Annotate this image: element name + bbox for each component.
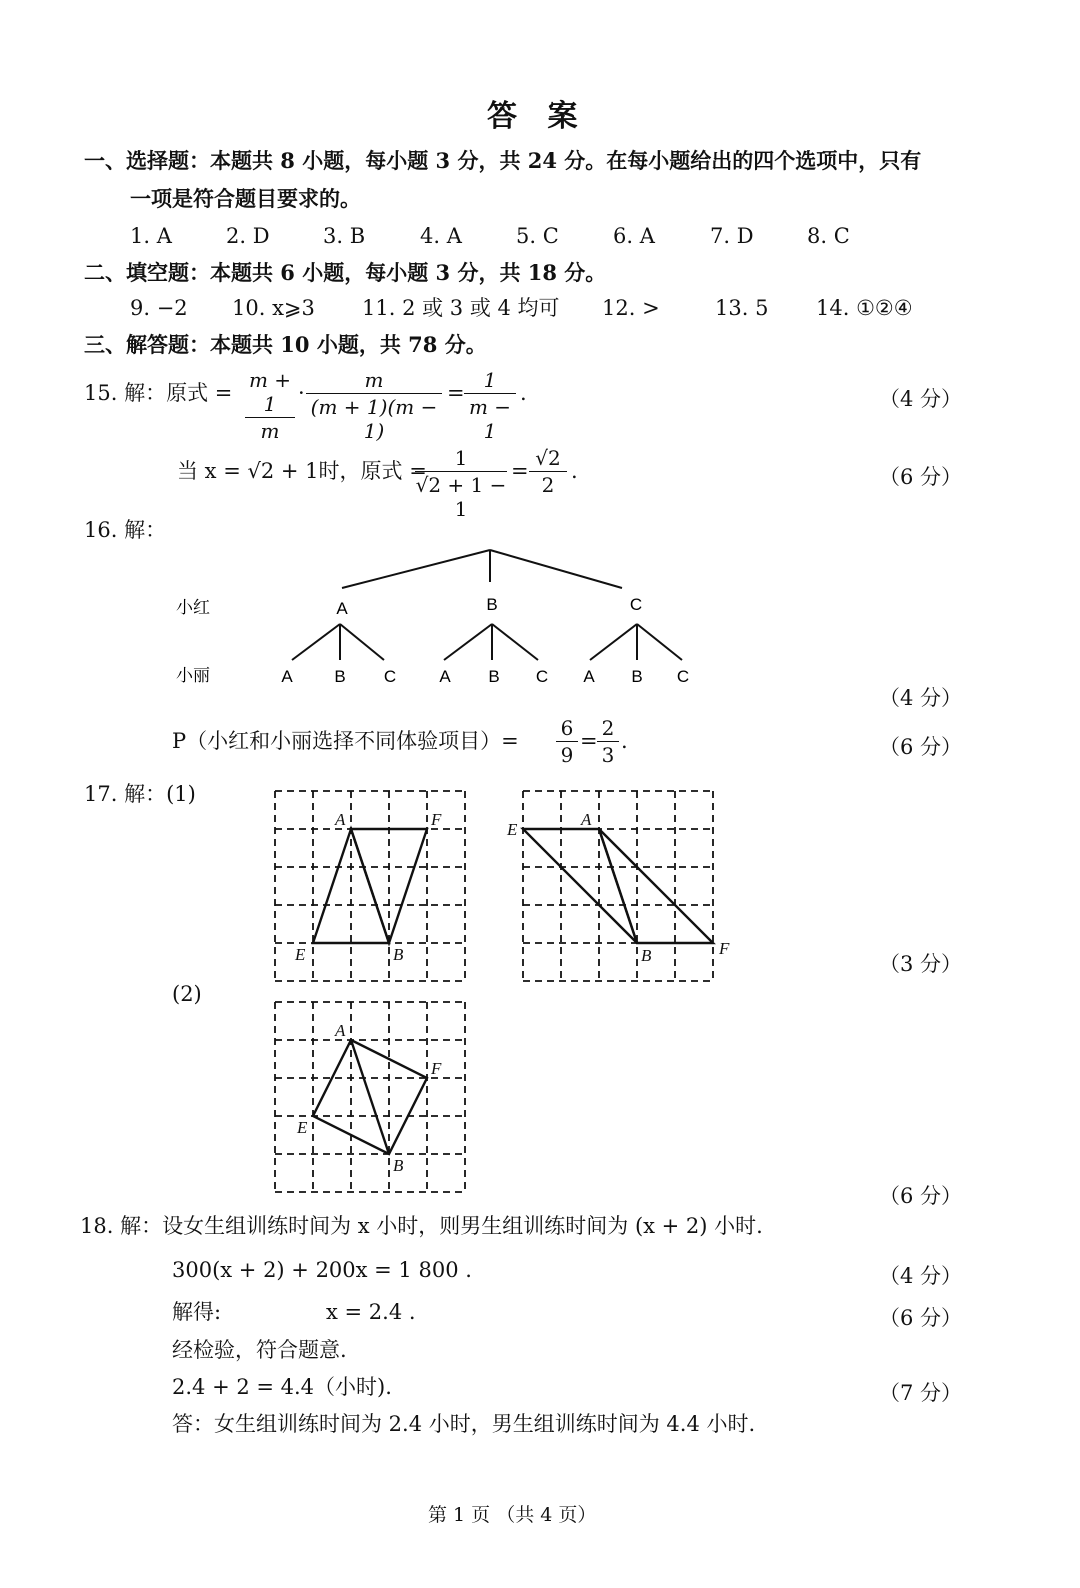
node-level1: C	[629, 595, 643, 614]
fill-answer: 13. 5	[715, 296, 769, 320]
fill-answer: 12. >	[602, 296, 660, 320]
page-title: 答 案	[487, 99, 588, 134]
fill-answer: 11. 2 或 3 或 4 均可	[362, 296, 560, 320]
section1-heading: 一、选择题：本题共 8 小题，每小题 3 分，共 24 分。在每小题给出的四个选项中，只有	[84, 148, 922, 173]
point-label-f: F	[719, 939, 730, 958]
point-label-b: B	[393, 945, 404, 964]
mc-answer: 2. D	[226, 224, 270, 248]
mc-answer: 1. A	[130, 224, 172, 248]
mc-answer: 4. A	[420, 224, 462, 248]
node-level2: C	[535, 667, 549, 686]
equals-sign: =	[511, 459, 529, 483]
fill-answer: 14. ①②④	[816, 296, 913, 320]
score-note: （6 分）	[878, 465, 962, 489]
point-label-e: E	[507, 820, 518, 839]
q18-answer: 答：女生组训练时间为 2.4 小时，男生组训练时间为 4.4 小时.	[172, 1412, 756, 1436]
mc-answer: 8. C	[807, 224, 850, 248]
score-note: （7 分）	[878, 1381, 962, 1405]
grid-figure-1	[273, 789, 469, 985]
period: .	[571, 459, 578, 483]
q15-fraction-5: √2 2	[529, 446, 567, 497]
score-note: （4 分）	[878, 1264, 962, 1288]
section1-heading-cont: 一项是符合题目要求的。	[130, 186, 361, 211]
point-label-b: B	[641, 946, 652, 965]
node-level2: A	[439, 667, 451, 686]
point-label-b: B	[393, 1156, 404, 1175]
grid-figure-2	[507, 789, 730, 985]
fill-answer: 10. x⩾3	[232, 296, 315, 320]
point-label-a: A	[581, 810, 592, 829]
period: .	[520, 381, 527, 405]
q15-label: 15. 解：原式 =	[84, 381, 233, 405]
q16-fraction-2: 2 3	[597, 716, 619, 767]
node-level2: C	[676, 667, 690, 686]
node-level2: A	[281, 667, 293, 686]
node-level2: B	[334, 667, 346, 686]
point-label-e: E	[295, 945, 306, 964]
fill-answer: 9. −2	[130, 296, 188, 320]
q18-solve-label: 解得:	[172, 1300, 222, 1324]
equals-sign: =	[447, 381, 465, 405]
score-note: （6 分）	[878, 735, 962, 759]
q16-fraction-1: 6 9	[556, 716, 578, 767]
q18-check: 经检验，符合题意.	[172, 1338, 347, 1362]
period: .	[621, 729, 628, 753]
q17-label: 17. 解：(1)	[84, 782, 196, 806]
node-level2: B	[631, 667, 643, 686]
section2-heading: 二、填空题：本题共 6 小题，每小题 3 分，共 18 分。	[84, 260, 607, 285]
q18-setup: 18. 解：设女生组训练时间为 x 小时，则男生组训练时间为 (x + 2) 小时.	[80, 1214, 763, 1238]
page-footer: 第 1 页 （共 4 页）	[428, 1504, 597, 1526]
row-label-xiaoli: 小丽	[176, 666, 210, 685]
q15-fraction-3: 1 m − 1	[464, 368, 516, 443]
q17-part2-label: (2)	[172, 982, 202, 1006]
score-note: （4 分）	[878, 686, 962, 710]
q18-calc: 2.4 + 2 = 4.4（小时).	[172, 1375, 392, 1399]
score-note: （4 分）	[878, 387, 962, 411]
q15-fraction-2: m (m + 1)(m − 1)	[306, 368, 442, 443]
score-note: （6 分）	[878, 1306, 962, 1330]
point-label-a: A	[335, 810, 346, 829]
q18-solve-value: x = 2.4 .	[326, 1300, 416, 1324]
point-label-a: A	[335, 1021, 346, 1040]
node-level2: C	[383, 667, 397, 686]
score-note: （3 分）	[878, 952, 962, 976]
node-level2: A	[583, 667, 595, 686]
q15-substitution: 当 x = √2 + 1时，原式 =	[177, 459, 427, 483]
equals-sign: =	[580, 729, 598, 753]
point-label-e: E	[297, 1118, 308, 1137]
q16-label: 16. 解：	[84, 518, 167, 542]
node-level2: B	[488, 667, 500, 686]
point-label-f: F	[431, 810, 442, 829]
score-note: （6 分）	[878, 1184, 962, 1208]
q15-fraction-4: 1 √2 + 1 − 1	[415, 446, 507, 521]
node-level1: A	[336, 599, 348, 618]
node-level1: B	[486, 595, 498, 614]
section3-heading: 三、解答题：本题共 10 小题，共 78 分。	[84, 332, 487, 357]
point-label-f: F	[431, 1059, 442, 1078]
dot-operator: ·	[298, 381, 305, 405]
mc-answer: 5. C	[516, 224, 559, 248]
mc-answer: 6. A	[613, 224, 655, 248]
mc-answer: 3. B	[323, 224, 366, 248]
q16-probability: P（小红和小丽选择不同体验项目）=	[172, 729, 519, 753]
q15-fraction-1: m + 1 m	[245, 368, 295, 443]
row-label-xiaohong: 小红	[176, 598, 210, 617]
mc-answer: 7. D	[710, 224, 754, 248]
grid-figure-3	[273, 1000, 469, 1196]
q18-equation: 300(x + 2) + 200x = 1 800 .	[172, 1258, 472, 1282]
